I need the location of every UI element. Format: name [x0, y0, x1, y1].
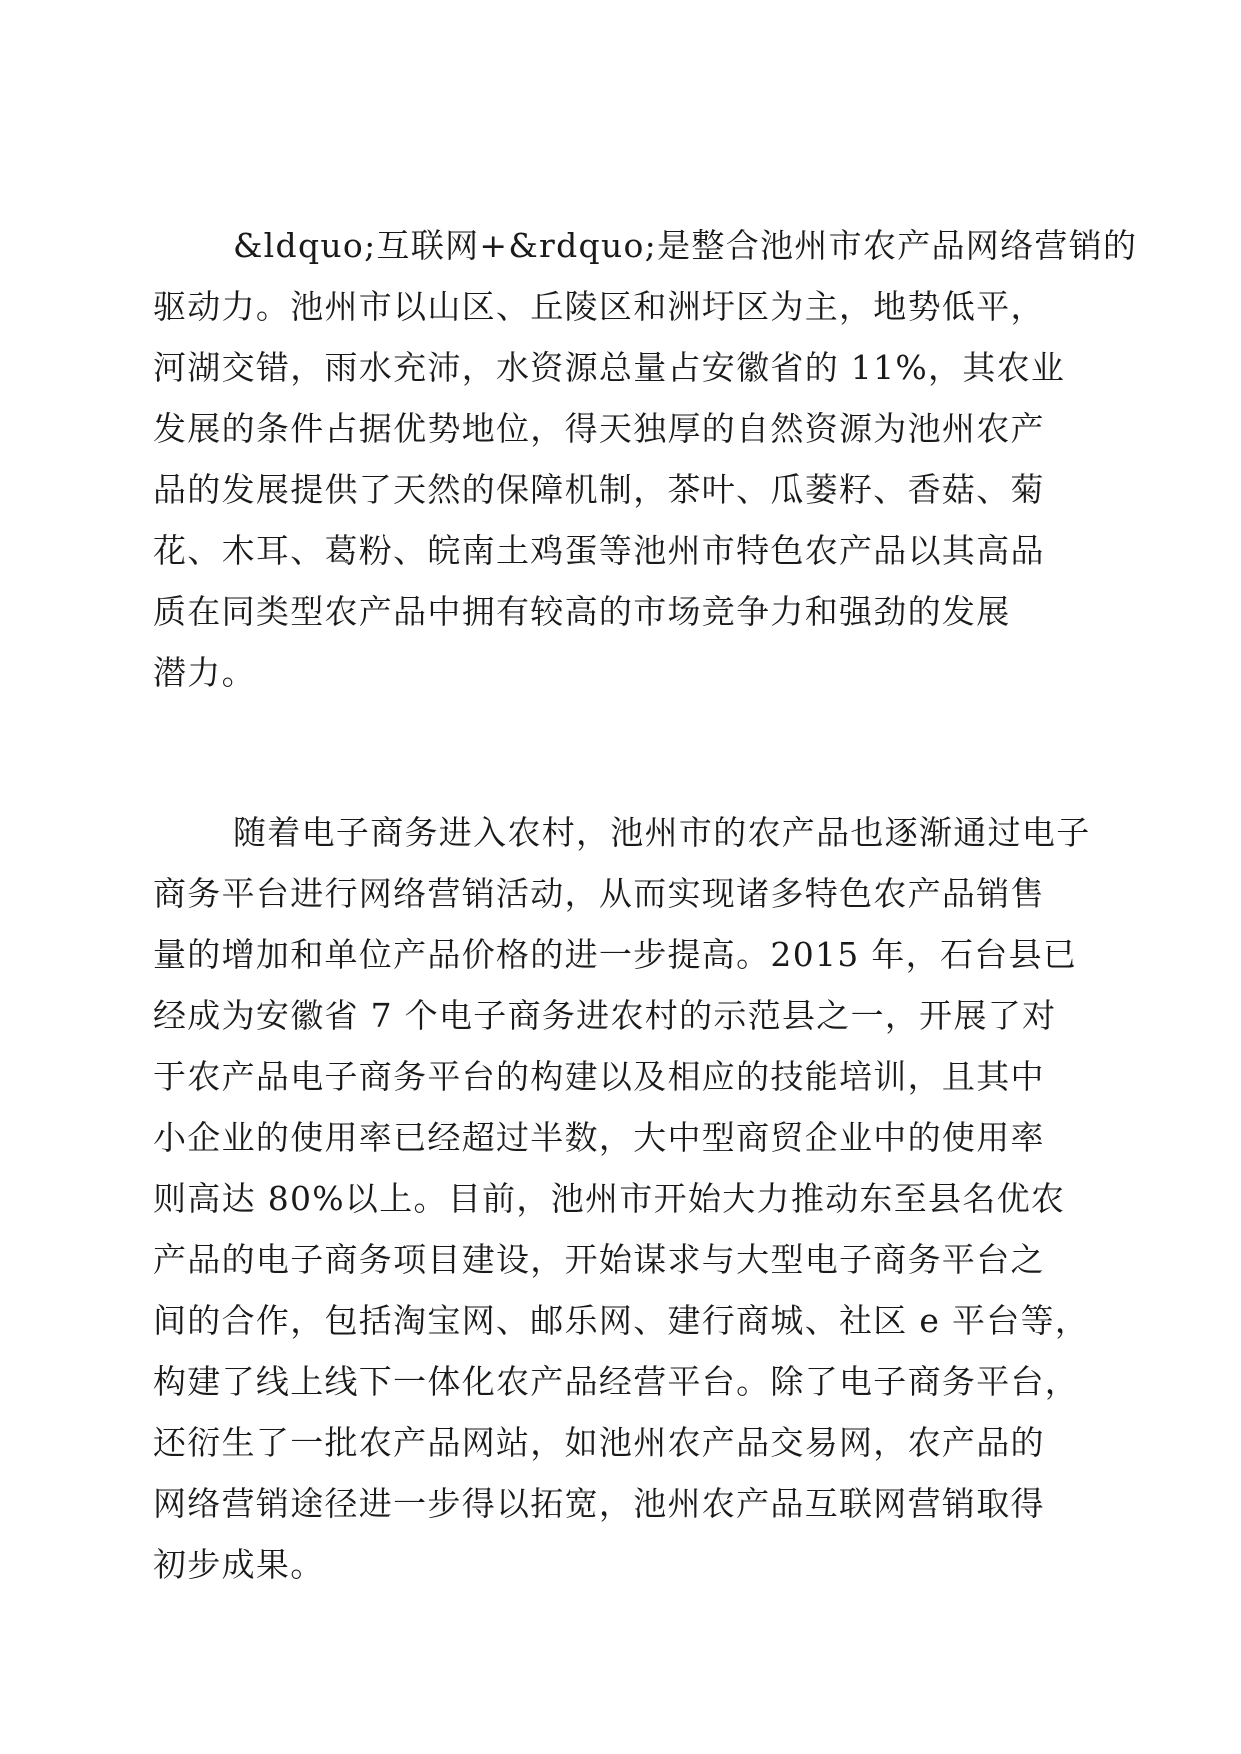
paragraph-line: 经成为安徽省 7 个电子商务进农村的示范县之一，开展了对: [153, 996, 1057, 1035]
paragraph-line: 驱动力。池州市以山区、丘陵区和洲圩区为主，地势低平，: [153, 287, 1045, 326]
paragraph-line: &ldquo;互联网+&rdquo;是整合池州市农产品网络营销的: [233, 226, 1138, 265]
paragraph-line: 还衍生了一批农产品网站，如池州农产品交易网，农产品的: [153, 1423, 1045, 1462]
paragraph-line: 发展的条件占据优势地位，得天独厚的自然资源为池州农产: [153, 409, 1045, 448]
paragraph-1: [153, 215, 1138, 703]
paragraph-line: 初步成果。: [153, 1545, 325, 1584]
paragraph-line: 质在同类型农产品中拥有较高的市场竞争力和强劲的发展: [153, 592, 1011, 631]
paragraph-line: 商务平台进行网络营销活动，从而实现诸多特色农产品销售: [153, 874, 1045, 913]
paragraph-line: 于农产品电子商务平台的构建以及相应的技能培训，且其中: [153, 1057, 1045, 1096]
paragraph-line: 花、木耳、葛粉、皖南土鸡蛋等池州市特色农产品以其高品: [153, 531, 1045, 570]
paragraph-line: 则高达 80%以上。目前，池州市开始大力推动东至县名优农: [153, 1179, 1066, 1218]
paragraph-line: 网络营销途径进一步得以拓宽，池州农产品互联网营销取得: [153, 1484, 1045, 1523]
paragraph-line: 间的合作，包括淘宝网、邮乐网、建行商城、社区 e 平台等，: [153, 1301, 1090, 1340]
paragraph-line: 小企业的使用率已经超过半数，大中型商贸企业中的使用率: [153, 1118, 1045, 1157]
paragraph-line: 量的增加和单位产品价格的进一步提高。2015 年，石台县已: [153, 935, 1078, 974]
paragraph-line: 河湖交错，雨水充沛，水资源总量占安徽省的 11%，其农业: [153, 348, 1066, 387]
paragraph-line: 构建了线上线下一体化农产品经营平台。除了电子商务平台，: [153, 1362, 1080, 1401]
paragraph-line: 品的发展提供了天然的保障机制，茶叶、瓜蒌籽、香菇、菊: [153, 470, 1045, 509]
paragraph-line: 随着电子商务进入农村，池州市的农产品也逐渐通过电子: [233, 813, 1091, 852]
paragraph-2: [153, 802, 1091, 1595]
paragraph-line: 产品的电子商务项目建设，开始谋求与大型电子商务平台之: [153, 1240, 1045, 1279]
paragraph-line: 潜力。: [153, 653, 256, 692]
